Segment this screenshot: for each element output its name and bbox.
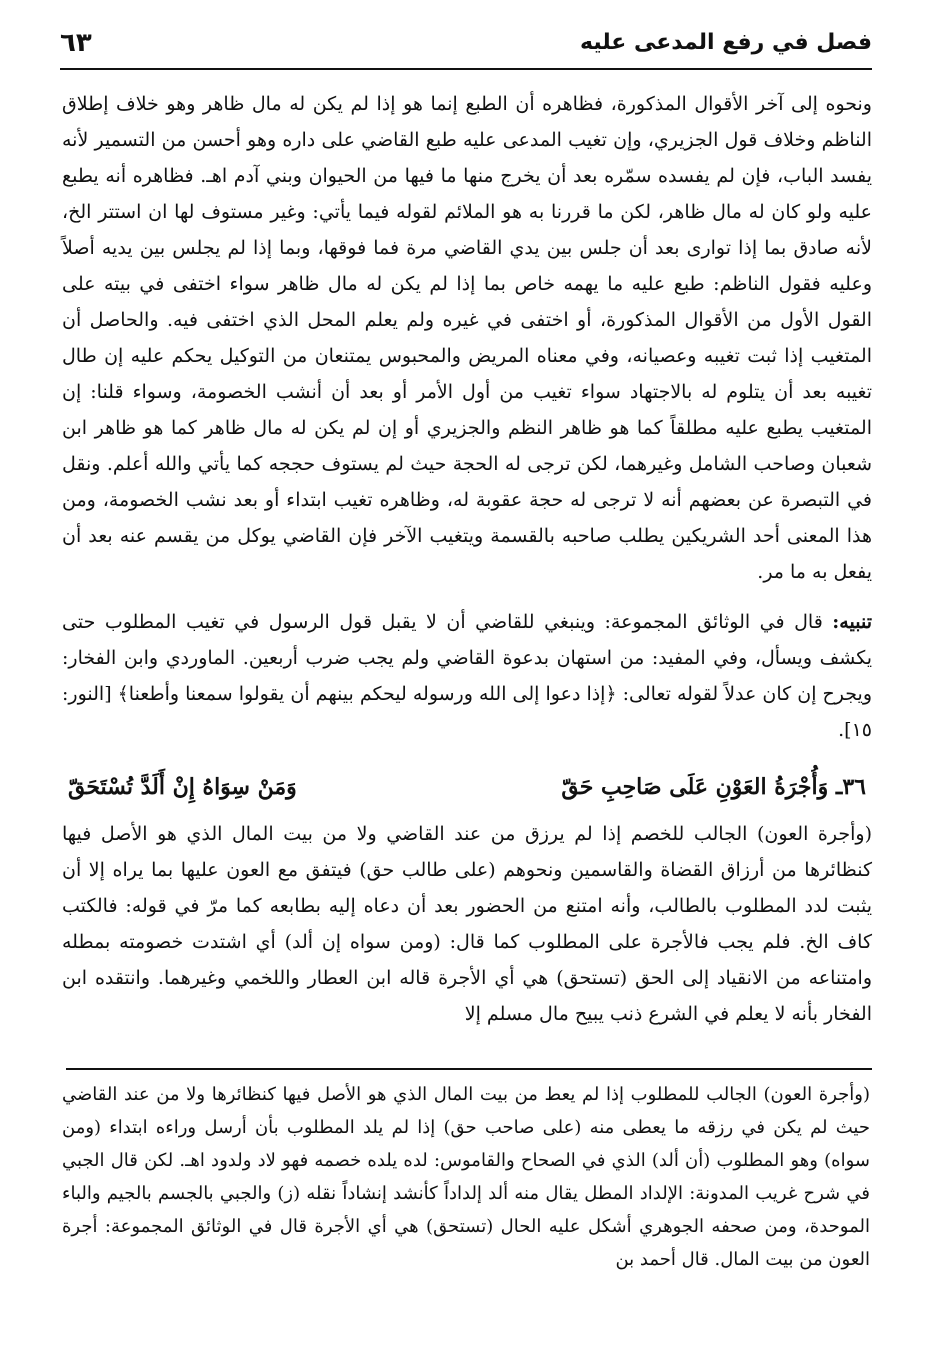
verse-second-hemistich: وَمَنْ سِوَاهُ إِنْ أَلَدَّ تُسْتَحَقّ <box>68 774 297 800</box>
footnote-separator <box>66 1068 872 1070</box>
footnote-paragraph: (وأجرة العون) الجالب للمطلوب إذا لم يعط من بيت المال الذي هو الأصل فيها كنظائرها ولا من عند القاضي حيث لم يكن في رزقه ما يعطى منه (على صاحب حق) إذا لم يلد المطلوب بأن أرسل وراءه ابتداء (ومن سواه) وهو المطلوب (أن ألد) الذي في الصحاح والقاموس: لده يلده خصمه فهو لاد ولدود اهـ. لكن قال الجبي في شرح غريب المدونة: الإلداد المطل يقال منه ألد إلداداً كأنشد إنشاداً نقله (ز) والجبي بالجسم بالجيم والباء الموحدة، ومن صحفه الجوهري أشكل عليه الحال (تستحق) هي أي الأجرة قال في الوثائق المجموعة: أجرة العون من بيت المال. قال أحمد بن <box>62 1084 870 1270</box>
page-header <box>60 28 872 70</box>
paragraph-commentary-2: (وأجرة العون) الجالب للخصم إذا لم يرزق من عند القاضي ولا من بيت المال الذي هو الأصل فيها كنظائرها من أرزاق القضاة والقاسمين ونحوهم (على طالب حق) فيتفق مع العون عليها بما يراه إلا أن يثبت لدد المطلوب بالطالب، وأنه امتنع من الحضور بعد أن دعاه إليه بطابعه كما مرّ في قوله: فالكتب كاف الخ. فلم يجب فالأجرة على المطلوب كما قال: (ومن سواه إن ألد) أي اشتدت خصومته بمطله وامتناعه من الانقياد إلى الحق (تستحق) هي أي الأجرة قاله ابن العطار واللخمي وغيرهما. وانتقده ابن الفخار بأنه لا يعلم في الشرع ذنب يبيح مال مسلم إلا <box>62 823 872 1025</box>
running-title: فصل في رفع المدعى عليه <box>580 30 872 55</box>
page-number: ٦٣ <box>60 28 92 58</box>
verse-first-hemistich: ٣٦ـ وَأُجْرَةُ العَوْنِ عَلَى صَاحِبِ حَقّ <box>561 774 866 800</box>
main-text <box>62 86 872 1032</box>
paragraph-notice <box>62 604 872 748</box>
notice-label: تنبيه: <box>832 611 872 633</box>
notice-text: قال في الوثائق المجموعة: وينبغي للقاضي أن لا يقبل قول الرسول في تغيب المطلوب حتى يكشف ويسأل، وفي المفيد: من استهان بدعوة القاضي ولم يجب ضرب أربعين. الماوردي وابن الفخار: ويجرح إن كان عدلاً لقوله تعالى: ﴿إذا دعوا إلى الله ورسوله ليحكم بينهم أن يقولوا سمعنا وأطعنا﴾ [النور: ١٥]. <box>62 611 872 741</box>
paragraph-commentary-1: ونحوه إلى آخر الأقوال المذكورة، فظاهره أن الطبع إنما هو إذا لم يكن له مال ظاهر وهو خلاف إطلاق الناظم وخلاف قول الجزيري، وإن تغيب المدعى عليه طبع القاضي على داره وهو أحسن من التسمير لأنه يفسد الباب، فإن لم يفسده سمّره بعد أن يخرج منها ما فيها من الحيوان وبني آدم اهـ. فظاهره أنه يطبع عليه ولو كان له مال ظاهر، لكن ما قررنا به هو الملائم لقوله فيما يأتي: وغير مستوف لها ان استتر الخ، لأنه صادق بما إذا توارى بعد أن جلس بين يدي القاضي مرة فما فوقها، وبما إذا لم يجلس بين يديه أصلاً وعليه فقول الناظم: طبع عليه ما يهمه خاص بما إذا لم يكن له مال ظاهر سواء اختفى في بيته على القول الأول من الأقوال المذكورة، أو اختفى في غيره ولم يعلم المحل الذي اختفى فيه. والحاصل أن المتغيب إذا ثبت تغيبه وعصيانه، وفي معناه المريض والمحبوس يمتنعان من التوكيل يحكم عليه إن طال تغيبه بعد أن يتلوم له بالاجتهاد سواء تغيب من أول الأمر أو بعد أن أنشب الخصومة، وسواء قلنا: إن المتغيب يطبع عليه مطلقاً كما هو ظاهر النظم والجزيري أو إن لم يكن له مال ظاهر كما هو ظاهر ابن شعبان وصاحب الشامل وغيرهما، لكن ترجى له الحجة حيث لم يستوف حججه كما يأتي والله أعلم. ونقل في التبصرة عن بعضهم أنه لا ترجى له حجة عقوبة له، وظاهره تغيب ابتداء أو بعد نشب الخصومة، ومن هذا المعنى أحد الشريكين يطلب صاحبه بالقسمة ويتغيب الآخر فإن القاضي يوكل من يقسم عنه بعد أن يفعل به ما مر. <box>62 93 873 583</box>
footnotes <box>62 1078 870 1276</box>
poem-verse <box>62 770 872 804</box>
